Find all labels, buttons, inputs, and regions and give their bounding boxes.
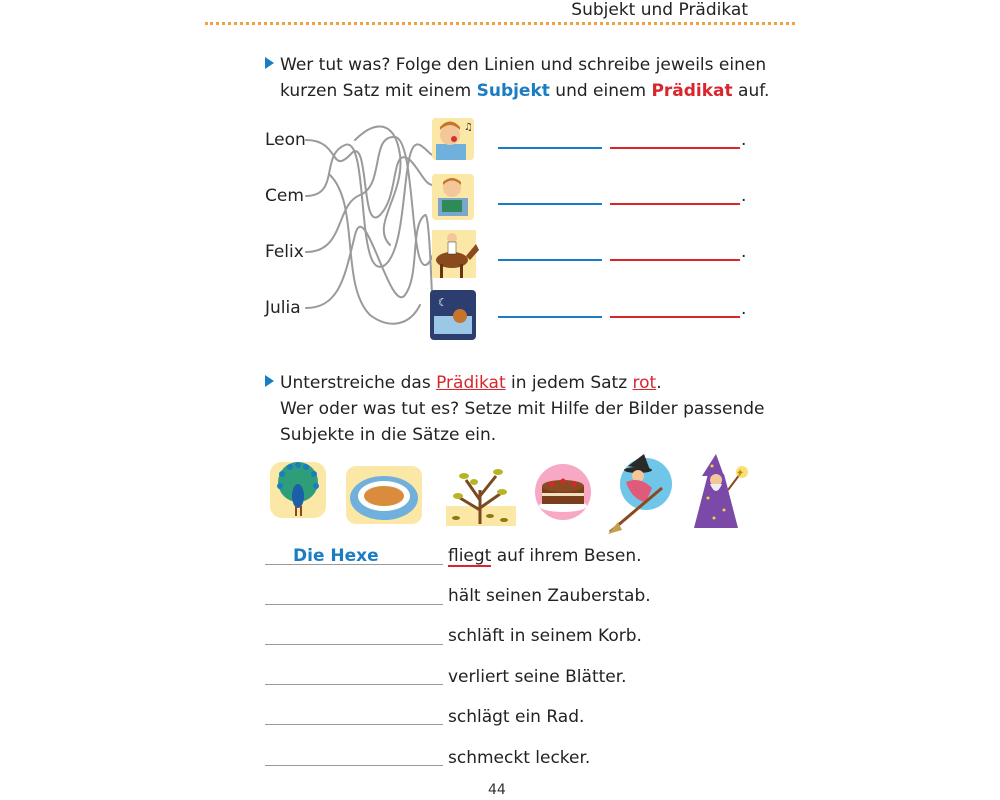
name-cem: Cem: [265, 186, 304, 206]
subject-fill-line-3[interactable]: [265, 644, 443, 645]
task-1-instruction: Wer tut was? Folge den Linien und schreibe jeweils einen kurzen Satz mit einem Subjekt und einem Prädikat auf.: [265, 52, 769, 104]
svg-text:✦: ✦: [736, 468, 745, 479]
sentence-5: schlägt ein Rad.: [448, 707, 585, 727]
subject-answer-line-julia[interactable]: [498, 316, 602, 318]
svg-text:☾: ☾: [438, 296, 448, 309]
rot-red-underlined: rot: [632, 373, 657, 393]
sentence-3: schläft in seinem Korb.: [448, 626, 642, 646]
predicate-answer-line-cem[interactable]: [610, 203, 740, 205]
subject-fill-line-5[interactable]: [265, 724, 443, 725]
wizard-with-wand-picture: [684, 454, 750, 530]
subject-fill-line-1[interactable]: [265, 564, 443, 565]
praedikat-highlight: Prädikat: [651, 81, 733, 101]
sentence-1: fliegt auf ihrem Besen.: [448, 546, 642, 566]
dog-in-basket-picture: [346, 466, 422, 524]
task-bullet-icon: [265, 57, 274, 69]
task-2-instruction: Unterstreiche das Prädikat in jedem Satz rot. Wer oder was tut es? Setze mit Hilfe der Bilder passende Subjekte in die Sätze ein.: [265, 370, 764, 448]
girl-riding-horse-picture: [426, 226, 482, 282]
praedikat-red-underlined: Prädikat: [436, 373, 506, 393]
task-bullet-icon: [265, 375, 274, 387]
example-answer-text: Die Hexe: [293, 546, 379, 566]
boy-reading-picture: [432, 174, 474, 220]
page-number: 44: [488, 782, 506, 798]
subject-fill-line-2[interactable]: [265, 604, 443, 605]
subject-fill-line-4[interactable]: [265, 684, 443, 685]
predicate-answer-line-leon[interactable]: [610, 147, 740, 149]
header-dotted-divider: [205, 22, 795, 25]
peacock-picture: [268, 458, 330, 522]
name-felix: Felix: [265, 242, 304, 262]
name-julia: Julia: [265, 298, 301, 318]
tree-losing-leaves-picture: [446, 460, 516, 526]
subject-answer-line-cem[interactable]: [498, 203, 602, 205]
sentence-2: hält seinen Zauberstab.: [448, 586, 651, 606]
sentence-6: schmeckt lecker.: [448, 748, 591, 768]
sentence-4: verliert seine Blätter.: [448, 667, 627, 687]
example-verb-underlined: fliegt: [448, 546, 492, 566]
witch-on-broom-picture: [606, 452, 672, 536]
girl-sleeping-picture: [430, 290, 476, 340]
boy-singing-picture: [432, 118, 474, 160]
chapter-title: Subjekt und Prädikat: [571, 0, 748, 20]
cake-picture: [532, 462, 594, 522]
svg-text:♫: ♫: [464, 122, 473, 133]
predicate-answer-line-felix[interactable]: [610, 259, 740, 261]
name-leon: Leon: [265, 130, 306, 150]
subject-fill-line-6[interactable]: [265, 765, 443, 766]
subject-answer-line-leon[interactable]: [498, 147, 602, 149]
subject-answer-line-felix[interactable]: [498, 259, 602, 261]
tangled-lines-maze: [300, 115, 435, 340]
subjekt-highlight: Subjekt: [476, 81, 550, 101]
predicate-answer-line-julia[interactable]: [610, 316, 740, 318]
